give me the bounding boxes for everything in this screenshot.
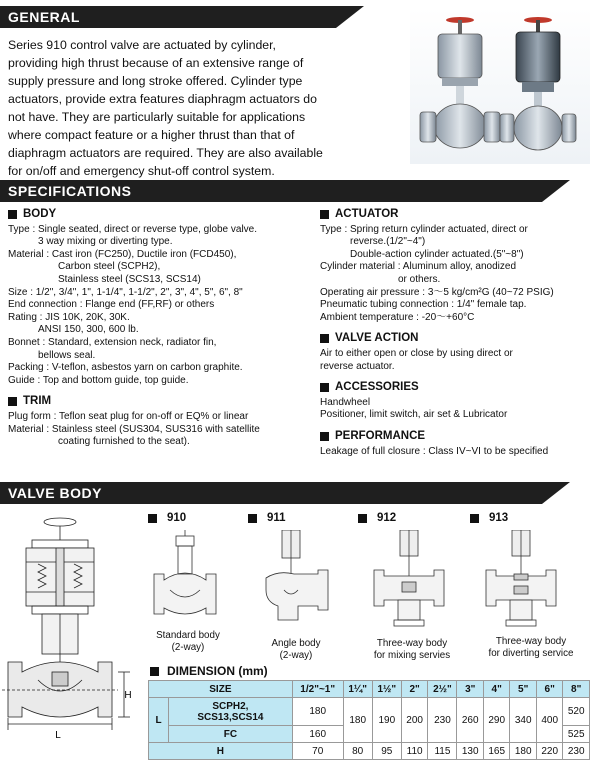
- size-cell: 5": [510, 681, 536, 698]
- general-line: Series 910 control valve are actuated by cylinder,: [8, 38, 276, 52]
- trim-material: Material : Stainless steel (SUS304, SUS316 with satellite: [8, 423, 260, 435]
- type-code: 913: [489, 512, 509, 524]
- actuator-material-cont: or others.: [398, 273, 441, 285]
- table-cell: 110: [401, 743, 427, 760]
- performance-line: Leakage of full closure : Class IV~VI to be specified: [320, 445, 549, 457]
- type-913-heading: [470, 512, 508, 524]
- valve-action-line: reverse actuator.: [320, 360, 395, 372]
- type-913-caption: [476, 636, 586, 659]
- table-row: [149, 681, 590, 698]
- caption-line: (2-way): [171, 641, 205, 653]
- table-row: [149, 698, 590, 726]
- general-line: diaphragm actuators are required. They are also available: [8, 146, 323, 160]
- product-photo: [410, 8, 590, 164]
- square-bullet-icon: [320, 383, 329, 392]
- valve-action-section: [320, 332, 595, 373]
- body-packing: Packing : V-teflon, asbestos yarn on carbon graphite.: [8, 362, 243, 374]
- actuator-title-text: ACTUATOR: [335, 208, 399, 220]
- table-cell: 340: [510, 698, 536, 743]
- three-way-mixing-body-drawing: [368, 530, 452, 630]
- general-line: not have. They are particularly suitable for applications: [8, 110, 306, 124]
- general-line: providing high thrust because of an extensive range of: [8, 56, 304, 70]
- trim-title: [8, 395, 313, 408]
- type-910-caption: [148, 630, 228, 653]
- table-cell: 290: [483, 698, 509, 743]
- caption-line: Three-way body: [495, 636, 567, 647]
- scph-label: [169, 698, 293, 726]
- valve-action-title-text: VALVE ACTION: [335, 332, 419, 345]
- table-cell: 230: [563, 743, 590, 760]
- size-cell: 1/2"~1": [292, 681, 343, 698]
- general-line: actuators, provide extra features diaphragm actuators do: [8, 92, 317, 106]
- size-cell: 2": [401, 681, 427, 698]
- table-cell: 160: [292, 726, 343, 743]
- size-cell: 4": [483, 681, 509, 698]
- dimension-h-label: H: [124, 690, 132, 701]
- size-cell: 1½": [372, 681, 401, 698]
- type-910-heading: [148, 512, 186, 524]
- scph-label-line: SCPH2,: [212, 700, 249, 712]
- h-label: H: [149, 743, 293, 760]
- general-line: supply pressure and long stroke offered. Cylinder type: [8, 74, 303, 88]
- general-line: for on/off and emergency shut-off control system.: [8, 164, 275, 178]
- size-cell: 8": [563, 681, 590, 698]
- caption-line: for mixing servies: [373, 649, 451, 661]
- size-header: SIZE: [149, 681, 293, 698]
- body-type: Type : Single seated, direct or reverse type, globe valve.: [8, 223, 258, 235]
- square-bullet-icon: [470, 514, 479, 523]
- body-title-text: BODY: [23, 208, 57, 220]
- scph-label-line: SCS13,SCS14: [197, 711, 264, 723]
- general-line: where compact feature or a higher thrust than that of: [8, 128, 295, 142]
- table-cell: 70: [292, 743, 343, 760]
- performance-title: [320, 430, 595, 443]
- table-cell: 520: [563, 698, 590, 726]
- type-912-caption: [364, 638, 460, 661]
- standard-body-drawing: [148, 530, 222, 626]
- table-cell: 95: [372, 743, 401, 760]
- specifications-heading: SPECIFICATIONS: [0, 180, 542, 202]
- general-heading: GENERAL: [0, 6, 336, 28]
- body-section: [8, 208, 313, 387]
- table-cell: 230: [428, 698, 457, 743]
- actuator-material: Cylinder material : Aluminum alloy, anodized: [320, 261, 517, 273]
- body-material: Material : Cast iron (FC250), Ductile iron (FCD450),: [8, 248, 237, 260]
- table-cell: 400: [536, 698, 562, 743]
- square-bullet-icon: [320, 432, 329, 441]
- square-bullet-icon: [150, 667, 159, 676]
- performance-title-text: PERFORMANCE: [335, 429, 426, 442]
- type-code: 912: [377, 512, 397, 524]
- trim-section: [8, 395, 313, 448]
- table-cell: 80: [343, 743, 372, 760]
- accessories-line: Positioner, limit switch, air set & Lubricator: [320, 409, 508, 421]
- trim-material-cont: coating furnished to the seat).: [58, 436, 190, 448]
- body-size: Size : 1/2", 3/4", 1", 1-1/4", 1-1/2", 2", 3", 4", 5", 6", 8": [8, 286, 243, 298]
- square-bullet-icon: [248, 514, 257, 523]
- caption-line: Three-way body: [376, 638, 448, 649]
- table-cell: 180: [510, 743, 536, 760]
- type-911-caption: [256, 638, 336, 661]
- accessories-title: [320, 381, 595, 394]
- square-bullet-icon: [358, 514, 367, 523]
- square-bullet-icon: [8, 397, 17, 406]
- size-cell: 1¼": [343, 681, 372, 698]
- actuator-pressure: Operating air pressure : 3～5 kg/cm²G (40~72 PSIG): [320, 286, 554, 298]
- type-912-heading: [358, 512, 396, 524]
- accessories-title-text: ACCESSORIES: [335, 381, 419, 394]
- dimension-title: [150, 664, 268, 678]
- type-code: 911: [267, 512, 286, 524]
- actuator-type-cont: Double-action cylinder actuated.(5"~8"): [350, 248, 524, 260]
- actuator-type-cont: reverse.(1/2"~4"): [350, 236, 426, 248]
- table-cell: 115: [428, 743, 457, 760]
- angle-body-drawing: [258, 530, 332, 626]
- body-type-cont: 3 way mixing or diverting type.: [38, 236, 173, 248]
- caption-line: Angle body: [271, 638, 321, 649]
- table-cell: 190: [372, 698, 401, 743]
- body-end-connection: End connection : Flange end (FF,RF) or others: [8, 299, 215, 311]
- table-cell: 220: [536, 743, 562, 760]
- table-cell: 180: [343, 698, 372, 743]
- square-bullet-icon: [148, 514, 157, 523]
- fc-label: FC: [169, 726, 293, 743]
- valve-action-title: [320, 332, 595, 345]
- dimension-table: [148, 680, 590, 760]
- accessories-section: [320, 381, 595, 422]
- valve-action-line: Air to either open or close by using direct or: [320, 347, 513, 359]
- body-rating: Rating : JIS 10K, 20K, 30K.: [8, 311, 130, 323]
- size-cell: 3": [457, 681, 483, 698]
- actuator-tubing: Pneumatic tubing connection : 1/4" female tap.: [320, 299, 527, 311]
- actuator-ambient: Ambient temperature : -20～+60°C: [320, 311, 475, 323]
- body-bonnet: Bonnet : Standard, extension neck, radiator fin,: [8, 336, 217, 348]
- type-911-heading: [248, 512, 286, 524]
- table-cell: 525: [563, 726, 590, 743]
- table-row: [149, 743, 590, 760]
- caption-line: (2-way): [279, 649, 313, 661]
- square-bullet-icon: [8, 210, 17, 219]
- valve-body-heading: VALVE BODY: [0, 482, 542, 504]
- trim-title-text: TRIM: [23, 395, 52, 408]
- dimension-l-label: L: [55, 730, 61, 741]
- square-bullet-icon: [320, 334, 329, 343]
- accessories-line: Handwheel: [320, 396, 371, 408]
- actuator-type: Type : Spring return cylinder actuated, direct or: [320, 223, 528, 235]
- general-paragraph: [8, 36, 338, 180]
- actuator-section: [320, 208, 595, 324]
- table-cell: 130: [457, 743, 483, 760]
- body-bonnet-cont: bellows seal.: [38, 349, 96, 361]
- valve-cross-section-drawing: [2, 512, 144, 752]
- size-cell: 6": [536, 681, 562, 698]
- caption-line: for diverting service: [488, 647, 574, 659]
- square-bullet-icon: [320, 210, 329, 219]
- type-code: 910: [167, 512, 187, 524]
- body-material-cont: Carbon steel (SCPH2),: [58, 261, 161, 273]
- trim-plug: Plug form : Teflon seat plug for on-off or EQ% or linear: [8, 410, 249, 422]
- body-guide: Guide : Top and bottom guide, top guide.: [8, 374, 189, 386]
- actuator-title: [320, 208, 595, 221]
- dimension-title-text: DIMENSION (mm): [167, 664, 268, 678]
- body-title: [8, 208, 313, 221]
- size-cell: 2½": [428, 681, 457, 698]
- body-material-cont: Stainless steel (SCS13, SCS14): [58, 273, 201, 285]
- body-rating-cont: ANSI 150, 300, 600 lb.: [38, 324, 139, 336]
- spec-left-column: [8, 208, 313, 457]
- table-cell: 165: [483, 743, 509, 760]
- spec-right-column: [320, 208, 595, 466]
- table-cell: 200: [401, 698, 427, 743]
- l-label: L: [149, 698, 169, 743]
- table-cell: 260: [457, 698, 483, 743]
- performance-section: [320, 430, 595, 458]
- three-way-diverting-body-drawing: [480, 530, 564, 630]
- caption-line: Standard body: [156, 630, 220, 641]
- table-cell: 180: [292, 698, 343, 726]
